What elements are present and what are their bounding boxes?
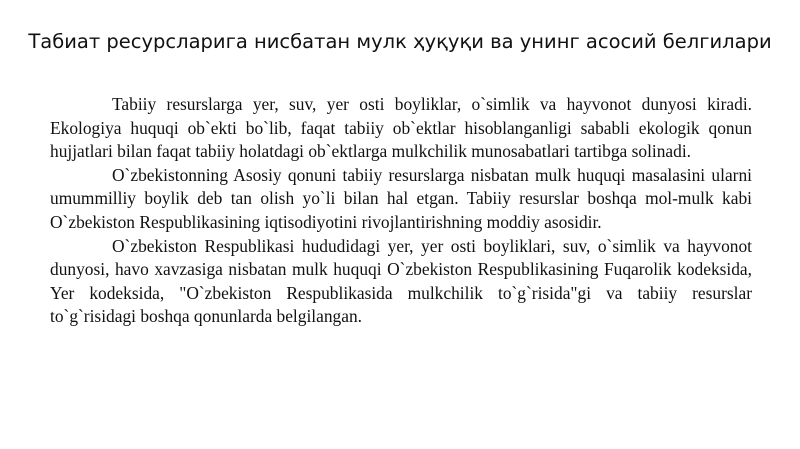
paragraph-3: O`zbekiston Respublikasi hududidagi yer, yer osti boyliklari, suv, o`simlik va hayvonot dunyosi, havo xavzasiga nisbatan mulk huquqi O`zbekiston Respublikasining Fuqarolik kodeksida, Yer kodeksida, "O`zbekiston Respublikasida mulkchilik to`g`risida"gi va tabiiy resurslar to`g`risidagi boshqa qonunlarda belgilangan. [50,235,752,327]
paragraph-1: Tabiiy resurslarga yer, suv, yer osti boyliklar, o`simlik va hayvonot dunyosi kiradi. Ekologiya huquqi ob`ekti bo`lib, faqat tabiiy ob`ektlar hisoblanganligi sababli ekologik qonun hujjatlari bilan faqat tabiiy holatdagi ob`ektlarga mulkchilik munosabatlari tartibga solinadi. [50,94,752,162]
paragraph-2: O`zbekistonning Asosiy qonuni tabiiy resurslarga nisbatan mulk huquqi masalasini ularni umummilliy boylik deb tan olish yo`li bilan hal etgan. Tabiiy resurslar boshqa mol-mulk kabi O`zbekiston Respublikasining iqtisodiyotini rivojlantirishning moddiy asosidir. [50,164,752,232]
slide-body [50,93,752,329]
slide-title: Табиат ресурсларига нисбатан мулк ҳуқуқи ва унинг асосий белгилари [28,30,772,53]
